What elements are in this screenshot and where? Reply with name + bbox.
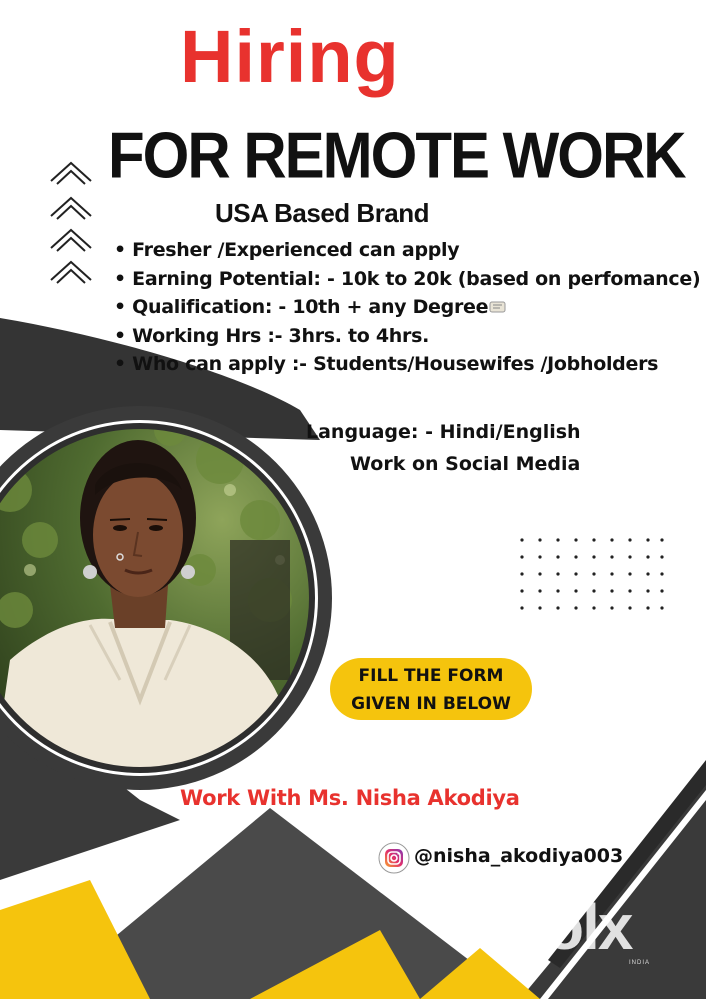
olx-logo-text: olx (545, 891, 632, 963)
olx-watermark-sub: INDIA (629, 960, 651, 966)
remote-work-subtitle: FOR REMOTE WORK (108, 119, 685, 192)
list-item: • Who can apply :- Students/Housewifes /Jobholders (114, 353, 659, 375)
cta-line-1: FILL THE FORM (358, 666, 504, 686)
requirements-list (114, 236, 700, 379)
instagram-handle[interactable]: @nisha_akodiya003 (414, 845, 624, 867)
hiring-title: Hiring (180, 15, 400, 98)
work-with-heading: Work With Ms. Nisha Akodiya (180, 786, 520, 810)
scroll-emoji-icon (488, 299, 508, 315)
profile-photo (0, 400, 330, 800)
dot-grid (520, 538, 663, 609)
olx-watermark-logo (545, 891, 632, 963)
list-item-text: • Qualification: - 10th + any Degree (114, 296, 489, 318)
list-item: • Earning Potential: - 10k to 20k (based on perfomance) (114, 267, 701, 290)
chevron-up-icon (48, 254, 94, 288)
list-item: • Working Hrs :- 3hrs. to 4hrs. (114, 324, 429, 347)
list-item (114, 293, 700, 322)
chevron-up-icon (48, 190, 94, 224)
brand-line: USA Based Brand (215, 198, 430, 228)
instagram-icon[interactable] (378, 842, 410, 874)
list-item: • Fresher /Experienced can apply (114, 239, 460, 261)
chevron-up-icon (48, 222, 94, 256)
social-media-line: Work on Social Media (350, 453, 581, 475)
language-line: Language: - Hindi/English (306, 421, 581, 443)
cta-line-2: GIVEN IN BELOW (351, 694, 511, 714)
fill-form-button[interactable] (330, 658, 532, 720)
chevron-up-icon (48, 155, 94, 189)
